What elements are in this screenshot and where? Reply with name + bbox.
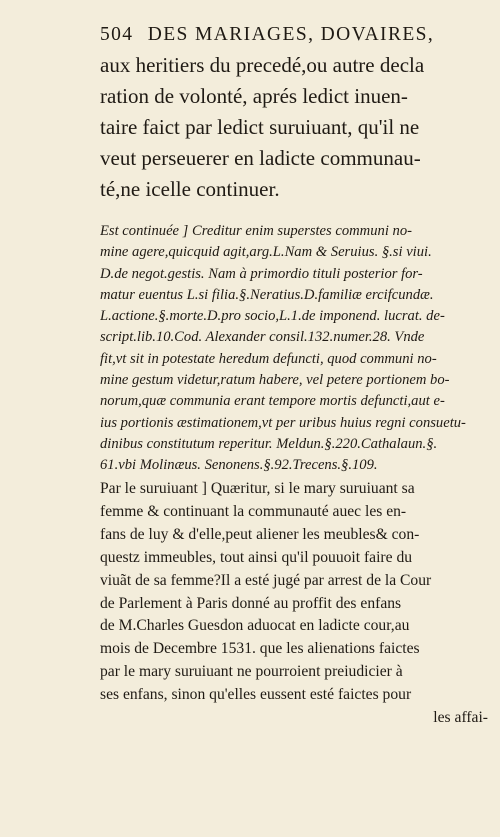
text-line: taire faict par ledict suruiuant, qu'il ne xyxy=(100,115,420,139)
text-line: script.lib.10.Cod. Alexander consil.132.numer.28. Vnde xyxy=(100,329,425,346)
text-line: Par le suruiuant ] Quæritur, si le mary suruiuant sa xyxy=(100,480,415,497)
text-line: de M.Charles Guesdon aduocat en ladicte cour,au xyxy=(100,617,410,635)
text-line: ius portionis æstimationem,vt per uribus huius regni consuetu- xyxy=(100,414,466,431)
text-line: par le mary suruiuant ne pourroient preiudicier à xyxy=(100,663,403,681)
text-line: mois de Decembre 1531. que les alienations faictes xyxy=(100,640,420,658)
text-line: fit,vt sit in potestate heredum defuncti, quod communi no- xyxy=(100,350,437,367)
text-line: ses enfans, sinon qu'elles eussent esté faictes pour xyxy=(100,686,412,704)
text-line: veut perseuerer en ladicte communau- xyxy=(100,146,421,170)
text-line: dinibus constitutum reperitur. Meldun.§.220.Cathalaun.§. xyxy=(100,435,438,452)
text-line: aux heritiers du precedé,ou autre decla xyxy=(100,53,425,77)
text-line: viuãt de sa femme?Il a esté jugé par arrest de la Cour xyxy=(100,571,432,589)
text-line: té,ne icelle continuer. xyxy=(100,177,280,201)
running-title: DES MARIAGES, DOVAIRES, xyxy=(147,24,435,45)
text-line: mine gestum videtur,ratum habere, vel petere portionem bo- xyxy=(100,372,450,389)
page-header xyxy=(100,24,488,46)
catchword: les affai- xyxy=(433,709,488,727)
page-number: 504 xyxy=(100,24,134,45)
text-line: D.de negot.gestis. Nam à primordio tituli posterior for- xyxy=(100,265,423,282)
text-line: mine agere,quicquid agit,arg.L.Nam & Seruius. §.si viui. xyxy=(100,244,432,261)
text-line: fans de luy & d'elle,peut aliener les meubles& con- xyxy=(100,525,420,543)
text-line: 61.vbi Molinæus. Senonens.§.92.Trecens.§.109. xyxy=(100,457,378,474)
text-line: L.actione.§.morte.D.pro socio,L.1.de imponend. lucrat. de- xyxy=(100,308,445,325)
french-gloss-paragraph xyxy=(100,478,488,730)
text-line: femme & continuant la communauté auec les en- xyxy=(100,502,407,520)
text-line: norum,quæ communia erant tempore mortis defuncti,aut e- xyxy=(100,393,445,410)
latin-gloss-paragraph xyxy=(100,221,488,477)
lead-paragraph xyxy=(100,50,488,205)
text-line: de Parlement à Paris donné au proffit des enfans xyxy=(100,594,402,612)
text-line: matur euentus L.si filia.§.Neratius.D.familiæ ercifcundæ. xyxy=(100,286,434,303)
text-line: Est continuée ] Creditur enim superstes communi no- xyxy=(100,223,412,239)
text-line: questz immeubles, tout ainsi qu'il pouuoit faire du xyxy=(100,548,413,566)
text-line: ration de volonté, aprés ledict inuen- xyxy=(100,84,408,108)
